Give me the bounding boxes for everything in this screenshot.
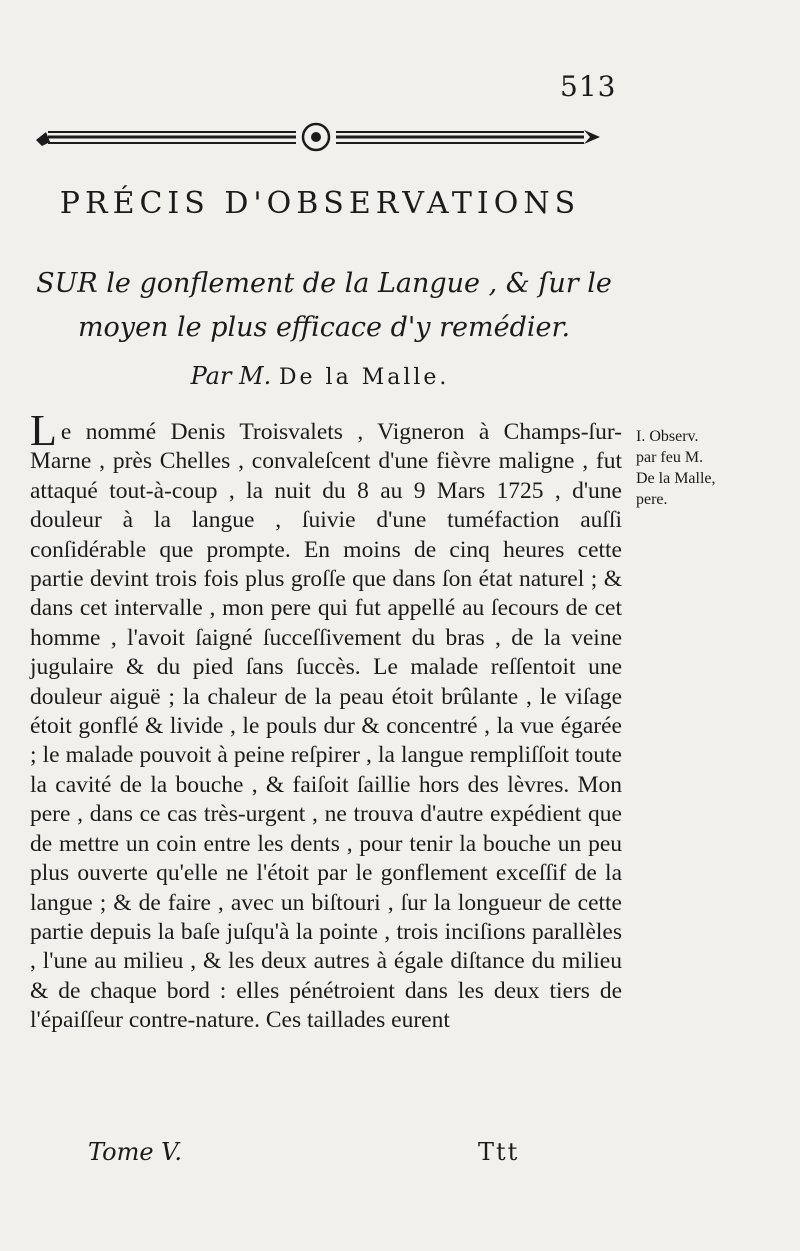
margin-note-line: I. Observ.	[636, 428, 699, 445]
drop-cap: L	[30, 406, 57, 455]
page-number: 513	[560, 70, 617, 103]
footer-volume: Tome V.	[88, 1138, 182, 1166]
margin-note-line: par feu M.	[636, 449, 704, 466]
footer-signature: Ttt	[478, 1138, 520, 1166]
margin-note-line: pere.	[636, 491, 668, 508]
author-line	[0, 362, 640, 390]
subtitle-line: moyen le plus efficace d'y remédier.	[77, 312, 571, 343]
margin-note	[636, 426, 786, 510]
body-text: e nommé Denis Troisvalets , Vigneron à Champs-ſur-Marne , près Chelles , convaleſcent d'une fièvre maligne , fut attaqué tout-à-coup , la nuit du 8 au 9 Mars 1725 , d'une douleur à la langue , ſuivie d'une tuméfaction auſſi conſidérable que prompte. En moins de cinq heures cette partie devint trois fois plus groſſe que dans ſon état naturel ; & dans cet intervalle , mon pere qui fut appellé au ſecours de cet homme , l'avoit ſaigné ſucceſſivement du bras , de la veine jugulaire & du pied ſans ſuccès. Le malade reſſentoit une douleur aiguë ; la chaleur de la peau étoit brûlante , le viſage étoit gonflé & livide , le pouls dur & concentré , la vue égarée ; le malade pouvoit à peine reſpirer , la langue rempliſſoit toute la cavité de la bouche , & faiſoit ſaillie hors des lèvres. Mon pere , dans ce cas très-urgent , ne trouva d'autre expédient que de mettre un coin entre les dents , pour tenir la bouche un peu plus ouverte qu'elle ne l'étoit par le gonflement exceſſif de la langue ; & de faire , avec un biſtouri , ſur la longueur de cette partie depuis la baſe juſqu'à la pointe , trois inciſions parallèles , l'une au milieu , & les deux autres à égale diſtance du milieu & de chaque bord : elles pénétroient dans les deux tiers de l'épaiſſeur contre-nature. Ces taillades eurent	[30, 419, 622, 1034]
ornament-divider	[28, 118, 606, 154]
author-prefix: Par M.	[190, 362, 272, 390]
body-paragraph	[30, 406, 622, 1036]
section-title: PRÉCIS D'OBSERVATIONS	[59, 186, 581, 221]
subtitle-line: SUR le gonflement de la Langue , & ſur le	[36, 268, 612, 299]
section-subtitle	[24, 262, 624, 350]
author-name: De la Malle.	[278, 365, 450, 390]
margin-note-line: De la Malle,	[636, 470, 716, 487]
